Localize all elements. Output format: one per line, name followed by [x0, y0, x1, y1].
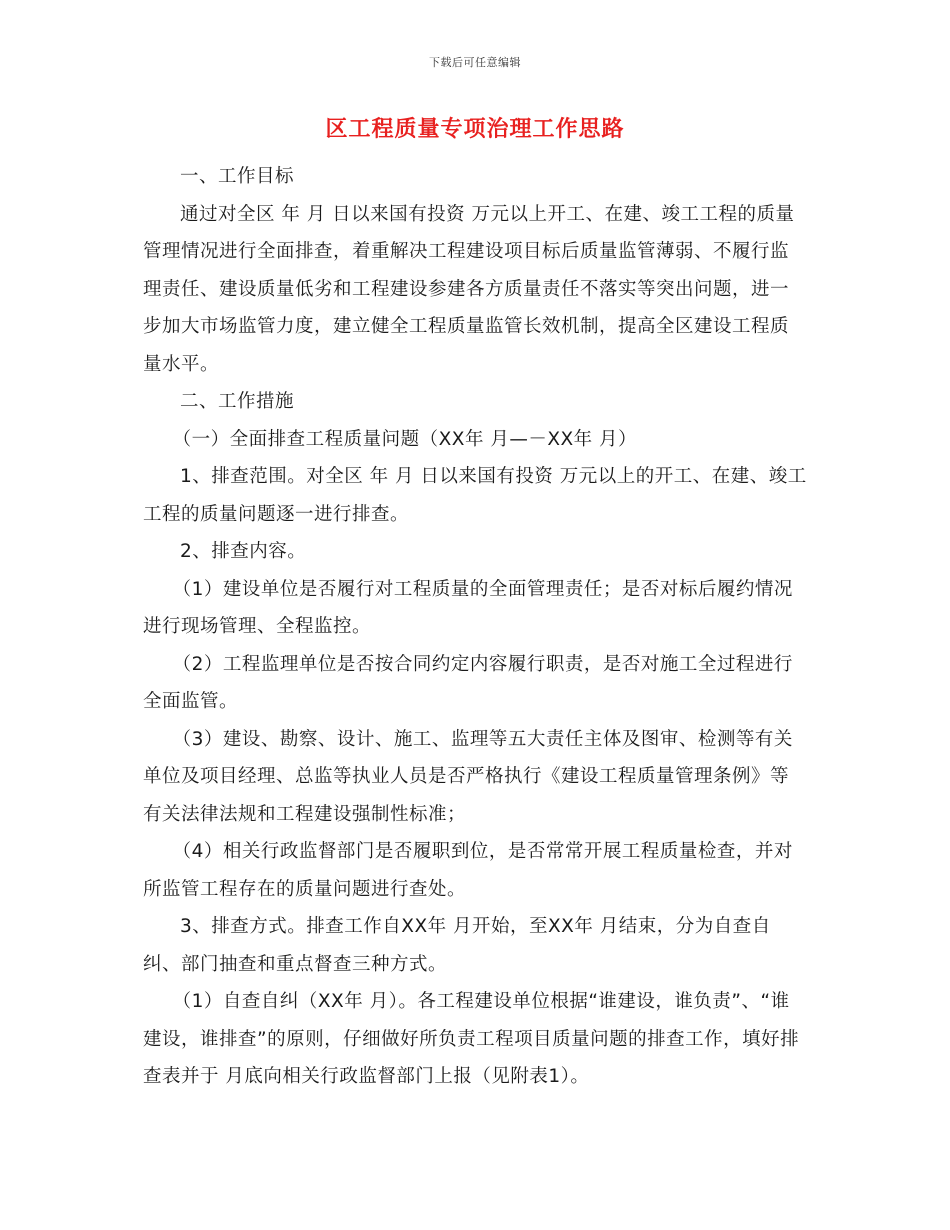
section-heading-goals: 一、工作目标	[180, 166, 295, 187]
paragraph-item-2: （2）工程监理单位是否按合同约定内容履行职责，是否对施工全过程进行全面监管。	[143, 653, 793, 712]
paragraph-goals: 通过对全区 年 月 日以来国有投资 万元以上开工、在建、竣工工程的质量管理情况进行全面排查，着重解决工程建设项目标后质量监管薄弱、不履行监理责任、建设质量低劣和工程建设参建各方质量责任不落实等突出问题，进一步加大市场监管力度，建立健全工程质量监管长效机制，提高全区建设工程质量水平。	[143, 203, 795, 375]
document-body	[143, 158, 807, 1096]
header-note: 下载后可任意编辑	[429, 56, 521, 69]
paragraph-self-check: （1）自查自纠（XX年 月）。各工程建设单位根据“谁建设，谁负责”、“谁建设，谁排查”的原则，仔细做好所负责工程项目质量问题的排查工作，填好排查表并于 月底向相关行政监督部门上报（见附表1）。	[143, 991, 800, 1087]
section-heading-measures: 二、工作措施	[180, 391, 295, 412]
paragraph-item-1: （1）建设单位是否履行对工程质量的全面管理责任；是否对标后履约情况进行现场管理、全程监控。	[143, 578, 793, 637]
paragraph-item-3: （3）建设、勘察、设计、施工、监理等五大责任主体及图审、检测等有关单位及项目经理、总监等执业人员是否严格执行《建设工程质量管理条例》等有关法律法规和工程建设强制性标准；	[143, 728, 793, 825]
paragraph-method: 3、排查方式。排查工作自XX年 月开始，至XX年 月结束，分为自查自纠、部门抽查和重点督查三种方式。	[143, 916, 771, 975]
subsection-heading-1: （一）全面排查工程质量问题（XX年 月—－XX年 月）	[172, 428, 638, 450]
document-title: 区工程质量专项治理工作思路	[325, 117, 625, 142]
paragraph-scope: 1、排查范围。对全区 年 月 日以来国有投资 万元以上的开工、在建、竣工工程的质量问题逐一进行排查。	[143, 466, 807, 525]
paragraph-content: 2、排查内容。	[180, 541, 307, 562]
paragraph-item-4: （4）相关行政监督部门是否履职到位，是否常常开展工程质量检查，并对所监管工程存在的质量问题进行查处。	[143, 841, 793, 900]
